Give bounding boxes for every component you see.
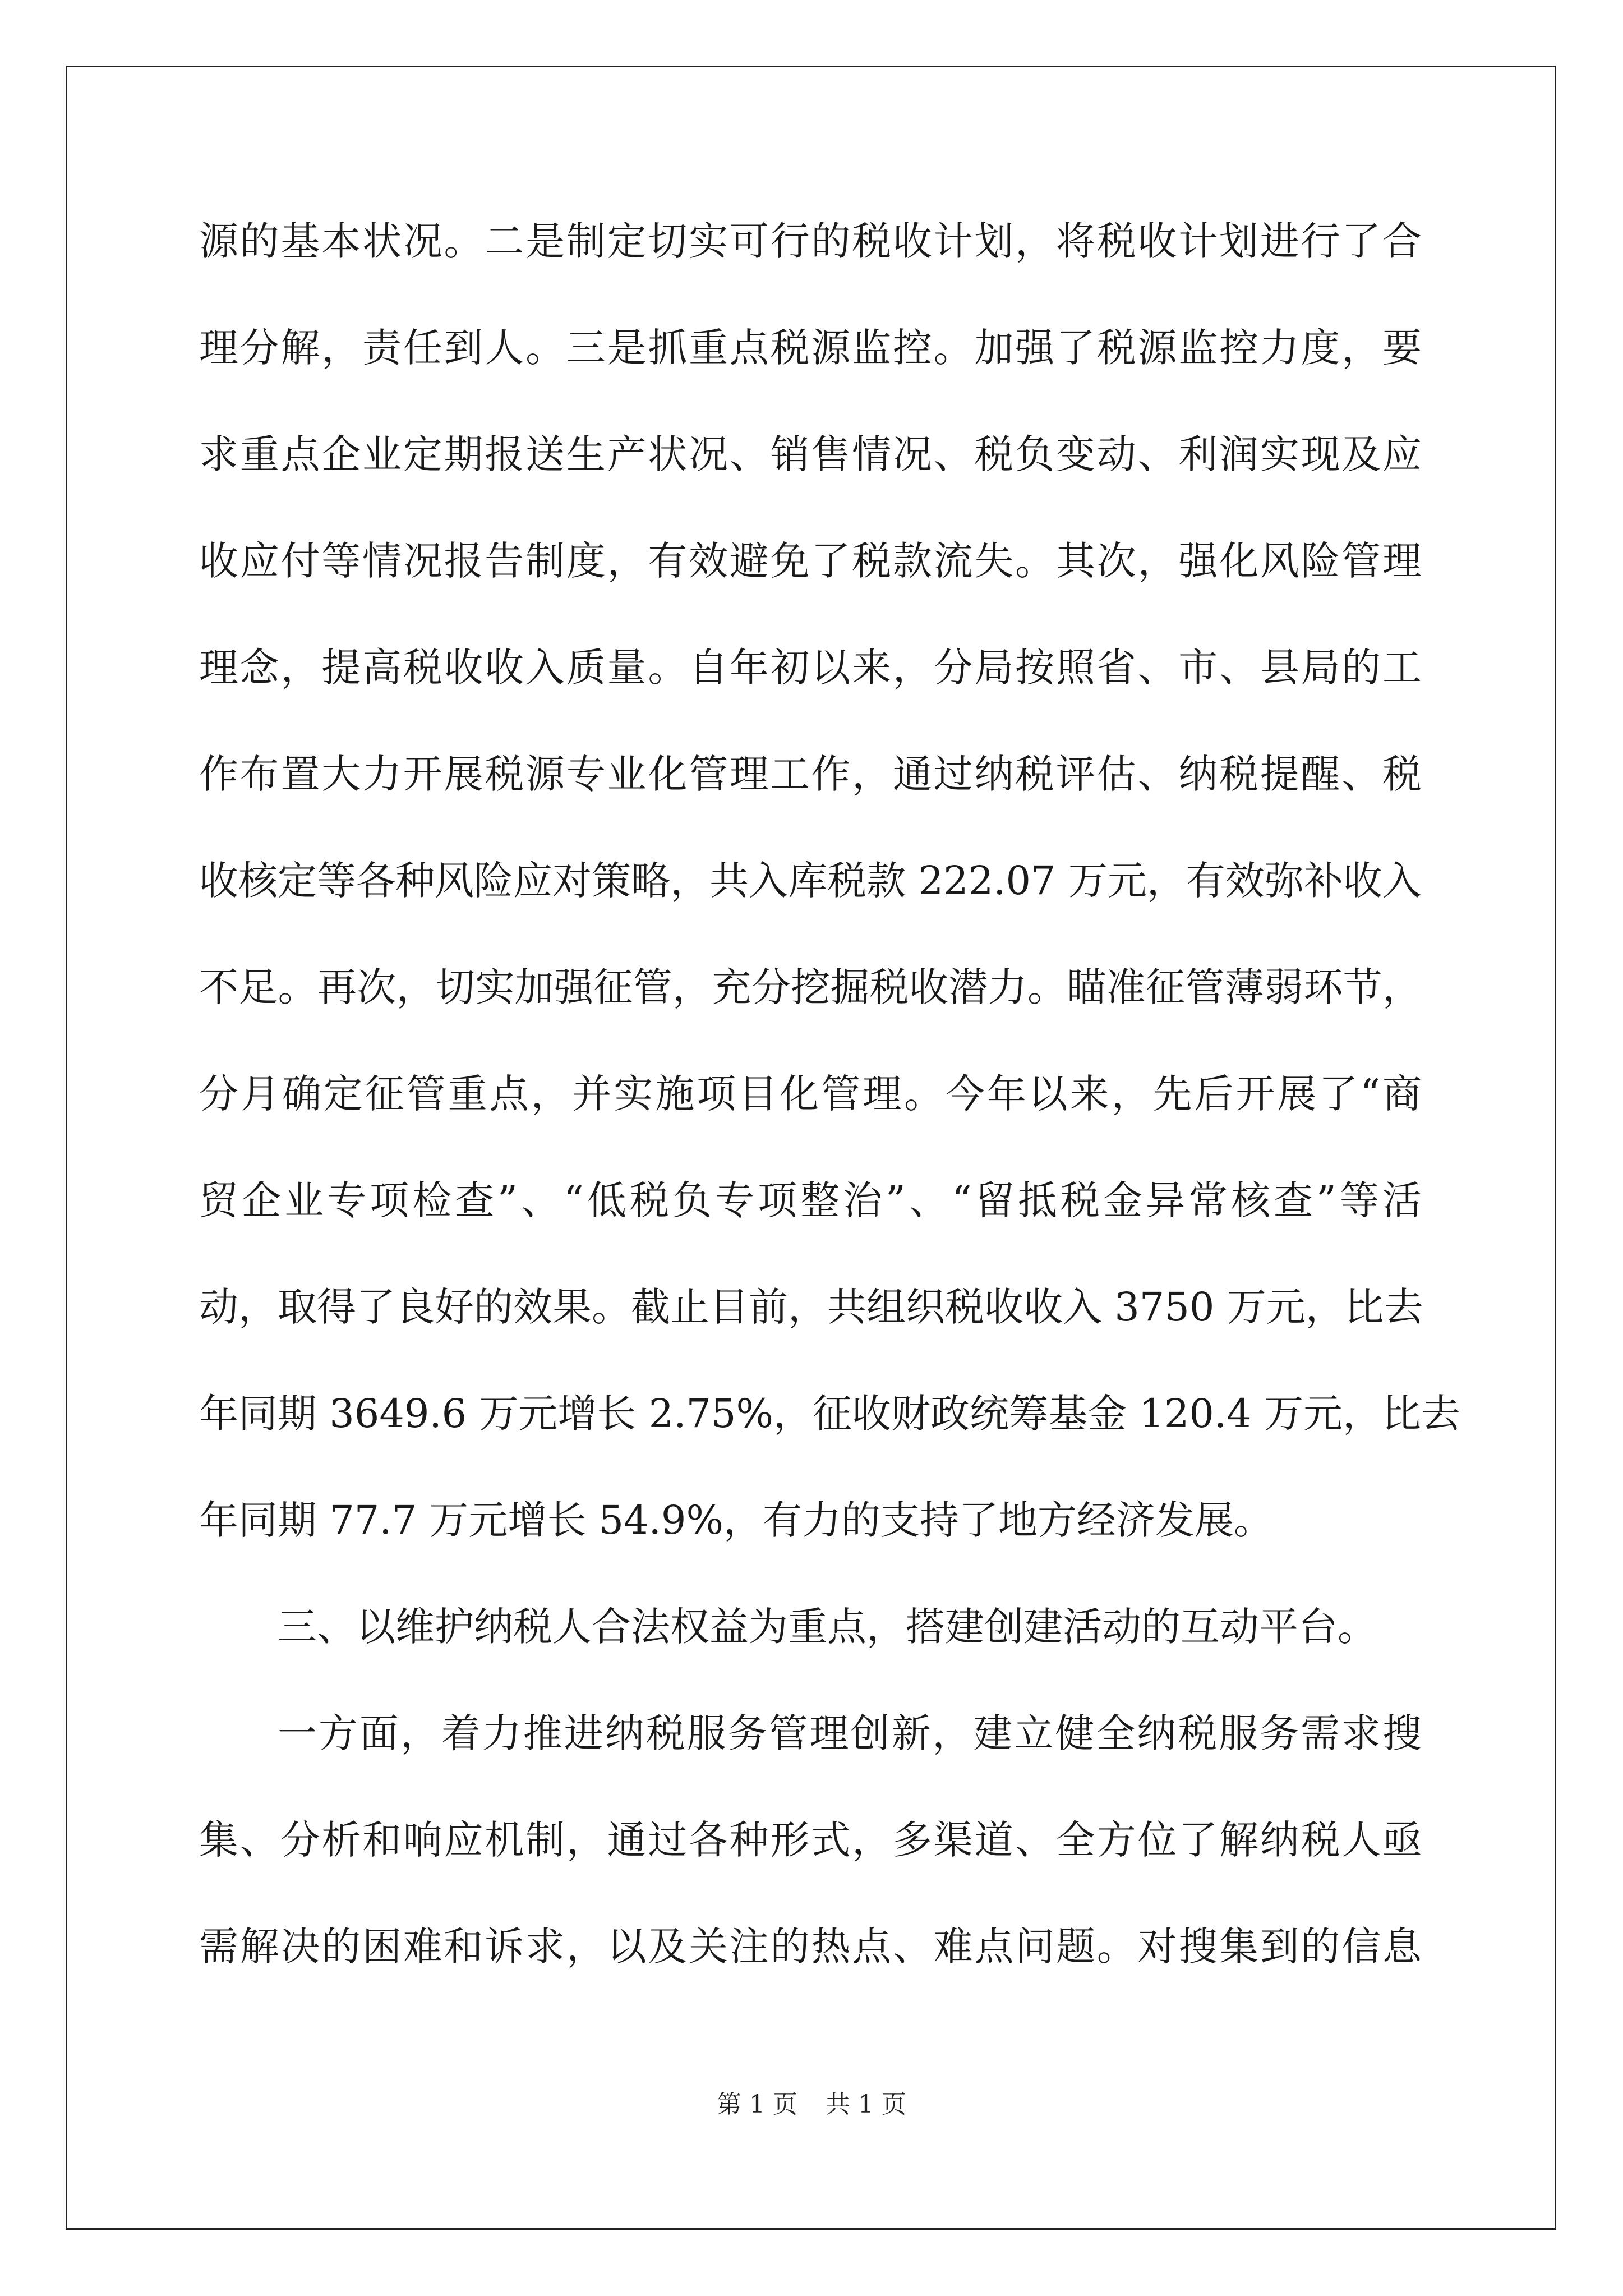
text-line: 收应付等情况报告制度，有效避免了税款流失。其次，强化风险管理: [199, 538, 1422, 584]
text-line: 作布置大力开展税源专业化管理工作，通过纳税评估、纳税提醒、税: [199, 751, 1422, 797]
text-line: 理念，提高税收收入质量。自年初以来，分局按照省、市、县局的工: [199, 645, 1422, 691]
text-line: 求重点企业定期报送生产状况、销售情况、税负变动、利润实现及应: [199, 431, 1422, 477]
text-line: 理分解，责任到人。三是抓重点税源监控。加强了税源监控力度，要: [199, 325, 1422, 371]
paragraph-first-line: 一方面，着力推进纳税服务管理创新，建立健全纳税服务需求搜: [278, 1710, 1422, 1756]
text-line: 需解决的困难和诉求，以及关注的热点、难点问题。对搜集到的信息: [199, 1924, 1422, 1970]
page-total: 共 1 页: [826, 2090, 906, 2119]
text-line: 收核定等各种风险应对策略，共入库税款 222.07 万元，有效弥补收入: [199, 858, 1422, 904]
page-number: 第 1 页: [717, 2090, 797, 2119]
text-line: 年同期 77.7 万元增长 54.9%，有力的支持了地方经济发展。: [199, 1497, 1273, 1543]
section-heading: 三、以维护纳税人合法权益为重点，搭建创建活动的互动平台。: [278, 1604, 1377, 1650]
text-line: 分月确定征管重点，并实施项目化管理。今年以来，先后开展了“商: [199, 1071, 1422, 1117]
text-line: 年同期 3649.6 万元增长 2.75%，征收财政统筹基金 120.4 万元，比去: [199, 1391, 1460, 1437]
document-body: [199, 210, 1460, 2022]
text-line: 源的基本状况。二是制定切实可行的税收计划，将税收计划进行了合: [199, 218, 1422, 264]
text-line: 不足。再次，切实加强征管，充分挖掘税收潜力。瞄准征管薄弱环节，: [199, 964, 1422, 1010]
text-line: 集、分析和响应机制，通过各种形式，多渠道、全方位了解纳税人亟: [199, 1817, 1422, 1863]
page-footer: [0, 2088, 1623, 2122]
text-line: 贸企业专项检查”、“低税负专项整治”、“留抵税金异常核查”等活: [199, 1177, 1422, 1223]
text-line: 动，取得了良好的效果。截止目前，共组织税收收入 3750 万元，比去: [199, 1284, 1423, 1330]
